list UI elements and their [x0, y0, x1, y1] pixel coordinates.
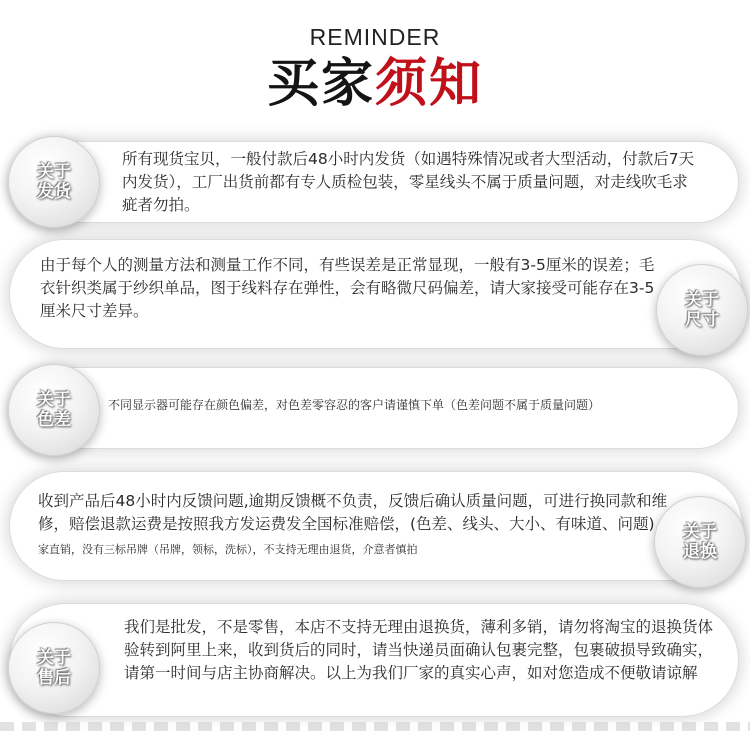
section-color-text: 不同显示器可能存在颜色偏差，对色差零容忍的客户请谨慎下单（色差问题不属于质量问题） — [108, 398, 601, 412]
section-returns-note-text: 家直销，没有三标吊牌（吊牌，领标，洗标），不支持无理由退货，介意者慎拍 — [38, 543, 418, 556]
section-shipping-card — [14, 142, 738, 222]
section-color-badge — [8, 364, 100, 456]
title-dark-part: 买家 — [266, 54, 375, 114]
badge-label-line1: 关于 — [685, 290, 719, 310]
section-returns-main-text: 收到产品后48小时内反馈问题,逾期反馈概不负责，反馈后确认质量问题，可进行换同款和维修，赔偿退款运费是按照我方发运费发全国标准赔偿，(色差、线头、大小、有味道、问题) — [38, 492, 668, 533]
page-title — [0, 52, 750, 116]
badge-label-line2: 退换 — [683, 542, 717, 562]
section-returns-badge — [654, 496, 746, 588]
title-red-part: 须知 — [375, 54, 484, 114]
section-aftersales-badge — [8, 622, 100, 714]
section-color-card — [14, 368, 738, 448]
cropped-bottom-strip — [0, 722, 750, 731]
section-shipping-text: 所有现货宝贝，一般付款后48小时内发货（如遇特殊情况或者大型活动，付款后7天内发货），工厂出货前都有专人质检包装，零星线头不属于质量问题，对走线吹毛求疵者勿拍。 — [122, 150, 695, 214]
reminder-subtitle: REMINDER — [309, 24, 441, 50]
section-size-card — [10, 240, 742, 348]
badge-label-line2: 尺寸 — [685, 310, 719, 330]
section-size-text: 由于每个人的测量方法和测量工作不同，有些误差是正常显现，一般有3-5厘米的误差；毛衣针织类属于纱织单品，图于线料存在弹性，会有略微尺码偏差，请大家接受可能存在3-5厘米尺寸差异。 — [40, 256, 655, 320]
section-aftersales-card — [10, 604, 738, 716]
badge-label-line2: 发货 — [37, 182, 71, 202]
section-shipping-badge — [8, 136, 100, 228]
section-size-badge — [656, 264, 748, 356]
badge-label-line1: 关于 — [37, 390, 71, 410]
section-returns-text — [38, 490, 674, 561]
section-returns-card — [10, 472, 742, 580]
badge-label-line2: 售后 — [37, 668, 71, 688]
badge-label-line1: 关于 — [37, 648, 71, 668]
section-aftersales-text: 我们是批发，不是零售，本店不支持无理由退换货，薄利多销，请勿将淘宝的退换货体验转到阿里上来，收到货后的同时，请当快递员面确认包裹完整，包裹破损导致确实，请第一时间与店主协商解决。以上为我们厂家的真实心声，如对您造成不便敬请谅解 — [124, 618, 714, 682]
badge-label-line2: 色差 — [37, 410, 71, 430]
badge-label-line1: 关于 — [37, 162, 71, 182]
badge-label-line1: 关于 — [683, 522, 717, 542]
